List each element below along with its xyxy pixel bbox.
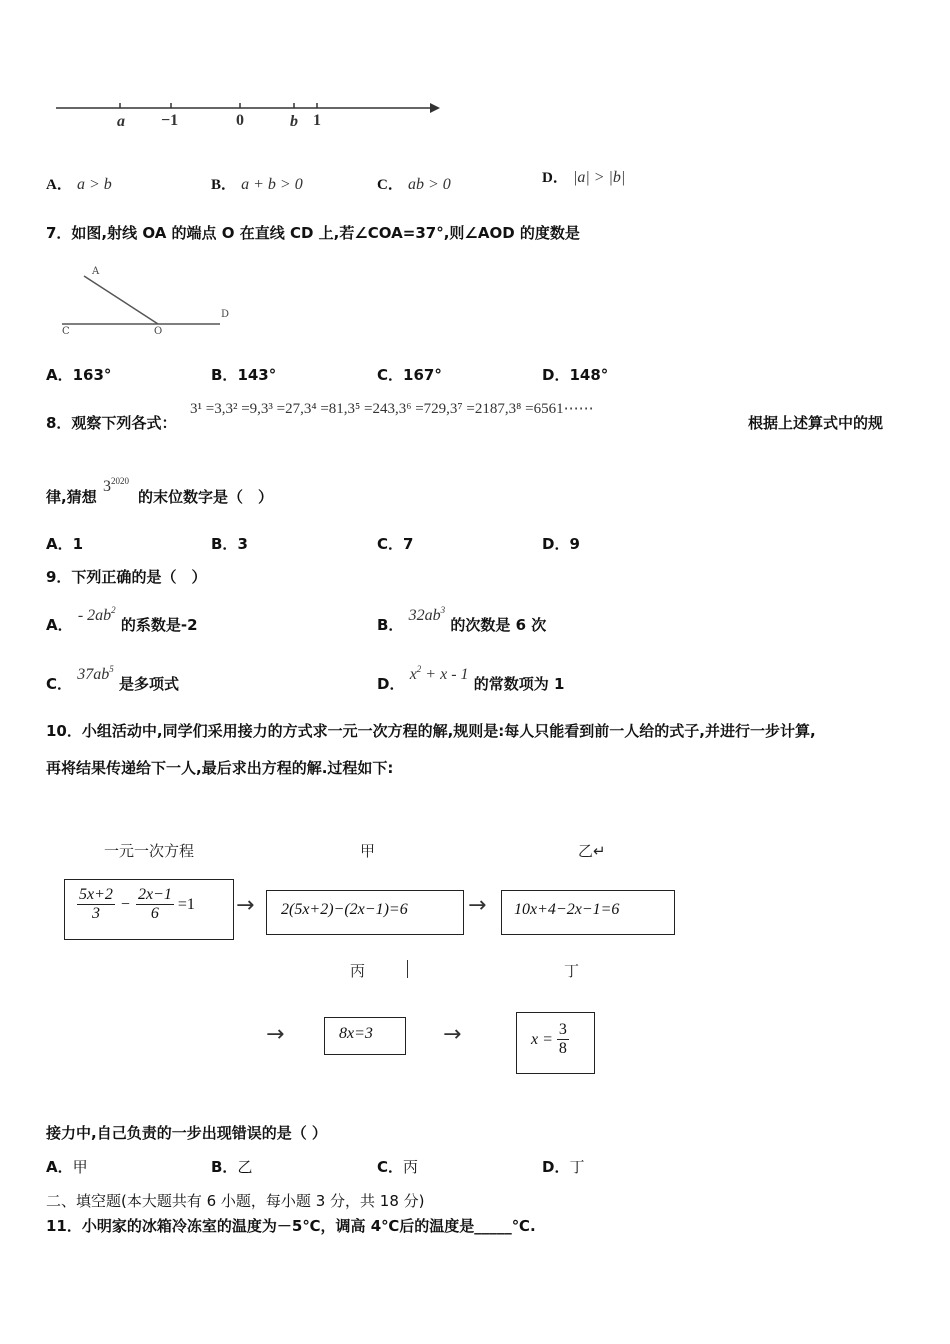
q10-option-b[interactable]: B．乙 bbox=[211, 1158, 253, 1176]
q7-stem: 7．如图,射线 OA 的端点 O 在直线 CD 上,若∠COA=37°,则∠AOD 的度数是 bbox=[46, 224, 580, 242]
tick-label-b: b bbox=[290, 113, 298, 130]
q8-option-d[interactable]: D．9 bbox=[542, 535, 580, 553]
header-equation: 一元一次方程 bbox=[104, 842, 195, 860]
equation-box-bing: 8x=3 bbox=[324, 1017, 406, 1055]
header-ding: 丁 bbox=[564, 962, 580, 980]
q11-text: 11．小明家的冰箱冷冻室的温度为－5℃，调高 4℃后的温度是_____℃. bbox=[46, 1217, 536, 1235]
q7-option-c[interactable]: C．167° bbox=[377, 366, 442, 384]
q10-option-d[interactable]: D．丁 bbox=[542, 1158, 585, 1176]
q8-option-b[interactable]: B．3 bbox=[211, 535, 248, 553]
header-yi: 乙↵ bbox=[578, 842, 606, 860]
tick-label-minus-one: −1 bbox=[161, 112, 179, 129]
tick-label-one: 1 bbox=[313, 112, 321, 129]
q10-option-a[interactable]: A．甲 bbox=[46, 1158, 88, 1176]
q7-option-b[interactable]: B．143° bbox=[211, 366, 277, 384]
q6-option-a[interactable]: A． a > b bbox=[46, 176, 112, 193]
equation-box-ding: x = $\frac{3}{8}$ bbox=[516, 1012, 595, 1074]
q7-angle-figure bbox=[58, 262, 238, 342]
q9-option-a[interactable]: A． - $2ab^2$ 的系数是-2 bbox=[46, 605, 198, 634]
number-line bbox=[50, 92, 450, 142]
q7-option-d[interactable]: D．148° bbox=[542, 366, 609, 384]
arrow-to-ding: → bbox=[443, 1022, 462, 1047]
q8-line2-b: 的末位数字是（ ） bbox=[138, 488, 274, 506]
q7-label-d: D bbox=[221, 309, 230, 320]
q10-line2: 再将结果传递给下一人,最后求出方程的解.过程如下: bbox=[46, 759, 394, 777]
arrow-to-yi: → bbox=[468, 893, 487, 918]
q10-question: 接力中,自己负责的一步出现错误的是（ ） bbox=[46, 1124, 327, 1142]
q6-option-b[interactable]: B． a + b > 0 bbox=[211, 176, 303, 193]
section-2-heading: 二、填空题(本大题共有 6 小题，每小题 3 分，共 18 分) bbox=[46, 1192, 425, 1210]
q6-option-d[interactable]: D． |a| > |b| bbox=[542, 169, 626, 186]
q8-formula: 3¹ =3,3² =9,3³ =27,3⁴ =81,3⁵ =243,3⁶ =729,3⁷ =2187,3⁸ =6561⋯⋯ bbox=[190, 401, 594, 417]
q9-option-d[interactable]: D． $x^2 + x - 1$ 的常数项为 1 bbox=[377, 664, 565, 693]
q9-stem: 9．下列正确的是（ ） bbox=[46, 568, 207, 586]
q8-option-a[interactable]: A．1 bbox=[46, 535, 84, 553]
q10-option-c[interactable]: C．丙 bbox=[377, 1158, 419, 1176]
q8-prefix: 8．观察下列各式： bbox=[46, 414, 177, 432]
q9-option-c[interactable]: C． $37ab^5$ 是多项式 bbox=[46, 664, 179, 693]
q6-option-c[interactable]: C． ab > 0 bbox=[377, 176, 451, 193]
equation-box-jia: 2(5x+2)−(2x−1)=6 bbox=[266, 890, 464, 935]
divider bbox=[407, 960, 408, 978]
q8-line2-a: 律,猜想 bbox=[46, 488, 97, 506]
header-bing: 丙 bbox=[350, 962, 366, 980]
q10-line1: 10．小组活动中,同学们采用接力的方式求一元一次方程的解,规则是:每人只能看到前一人给的式子,并进行一步计算, bbox=[46, 722, 816, 740]
q8-power: $3^{2020}$ bbox=[103, 476, 129, 495]
q8-suffix: 根据上述算式中的规 bbox=[748, 414, 884, 432]
equation-box-yi: 10x+4−2x−1=6 bbox=[501, 890, 675, 935]
q8-option-c[interactable]: C．7 bbox=[377, 535, 414, 553]
q7-label-c: C bbox=[62, 326, 70, 337]
tick-label-a: a bbox=[117, 113, 125, 130]
arrow-to-jia: → bbox=[236, 893, 255, 918]
header-jia: 甲 bbox=[360, 842, 376, 860]
equation-box-original: $\frac{5x+2}{3}$ − $\frac{2x-1}{6}$ =1 bbox=[64, 879, 234, 940]
q7-label-o: O bbox=[154, 326, 163, 337]
q9-option-b[interactable]: B． $32ab^3$ 的次数是 6 次 bbox=[377, 605, 547, 634]
arrow-to-bing: → bbox=[266, 1022, 285, 1047]
q7-label-a: A bbox=[92, 266, 100, 277]
tick-label-zero: 0 bbox=[236, 112, 244, 129]
q7-option-a[interactable]: A．163° bbox=[46, 366, 112, 384]
